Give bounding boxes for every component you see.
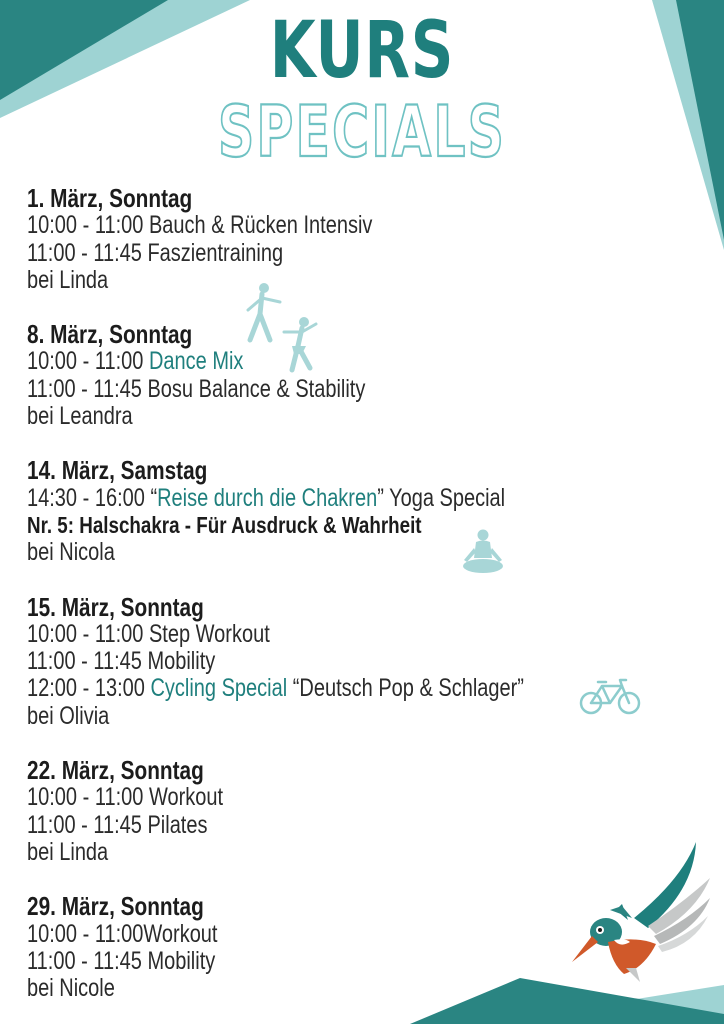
session-name: Pilates (147, 810, 208, 839)
instructor: bei Linda (27, 265, 109, 294)
session-time: 10:00 - 11:00 (27, 347, 149, 376)
day-block (27, 457, 667, 566)
session-time: 12:00 - 13:00 (27, 674, 151, 703)
session-time: 11:00 - 11:45 (27, 374, 148, 403)
instructor: bei Leandra (27, 402, 133, 431)
session-suffix: Yoga Special (383, 483, 506, 512)
day-date: 1. März, Sonntag (27, 183, 193, 213)
session-time: 11:00 - 11:45 (27, 946, 148, 975)
day-block (27, 321, 667, 430)
session-row (27, 812, 539, 839)
session-name: Bauch & Rücken Intensiv (148, 211, 373, 240)
title-specials: SPECIALS (217, 91, 507, 173)
dancers-icon (240, 280, 330, 380)
session-time: 10:00 - 11:00 (27, 783, 149, 812)
session-name: Step Workout (148, 619, 270, 648)
day-block (27, 185, 667, 294)
session-time: 10:00 - 11:00 (27, 211, 149, 240)
day-date: 8. März, Sonntag (27, 319, 193, 350)
session-name: Bosu Balance & Stability (147, 374, 366, 403)
day-date: 29. März, Sonntag (27, 891, 204, 922)
instructor: bei Nicole (27, 974, 115, 1003)
day-date: 22. März, Sonntag (27, 755, 204, 786)
day-date: 14. März, Samstag (27, 455, 208, 486)
session-highlight: Reise durch die Chakren (157, 483, 378, 512)
session-subtitle: Nr. 5: Halschakra - Für Ausdruck & Wahrheit (27, 511, 422, 538)
session-row (27, 240, 539, 267)
session-row (27, 648, 539, 675)
session-row (27, 485, 539, 512)
session-highlight: Cycling Special (150, 674, 288, 703)
session-name: 11:00Workout (94, 919, 218, 948)
session-name: Mobility (147, 946, 216, 975)
bicycle-icon (578, 676, 642, 716)
session-row (27, 784, 539, 811)
day-block (27, 591, 667, 730)
kingfisher-logo (566, 840, 716, 985)
session-row (27, 921, 539, 948)
session-suffix: “Deutsch Pop & Schlager” (287, 674, 524, 703)
session-time: 10:00 - (27, 919, 95, 948)
session-time: 11:00 - 11:45 (27, 810, 148, 839)
session-time: 10:00 - 11:00 (27, 619, 149, 648)
quote-close: ” (377, 483, 384, 512)
session-highlight: Dance Mix (148, 347, 244, 376)
session-name: Mobility (147, 647, 216, 676)
session-name: Workout (148, 783, 224, 812)
session-row (27, 212, 539, 239)
session-time: 11:00 - 11:45 (27, 647, 148, 676)
instructor: bei Nicola (27, 538, 115, 567)
session-name: Faszientraining (147, 238, 284, 267)
title-kurs: KURS (269, 6, 455, 96)
instructor: bei Olivia (27, 701, 110, 730)
yoga-meditation-icon (458, 528, 508, 576)
quote-open: “ (150, 483, 158, 512)
day-date: 15. März, Sonntag (27, 591, 204, 622)
session-row (27, 948, 539, 975)
session-time: 11:00 - 11:45 (27, 238, 148, 267)
session-time: 14:30 - 16:00 (27, 483, 151, 512)
session-row (27, 621, 539, 648)
session-row (27, 675, 539, 702)
instructor: bei Linda (27, 837, 109, 866)
